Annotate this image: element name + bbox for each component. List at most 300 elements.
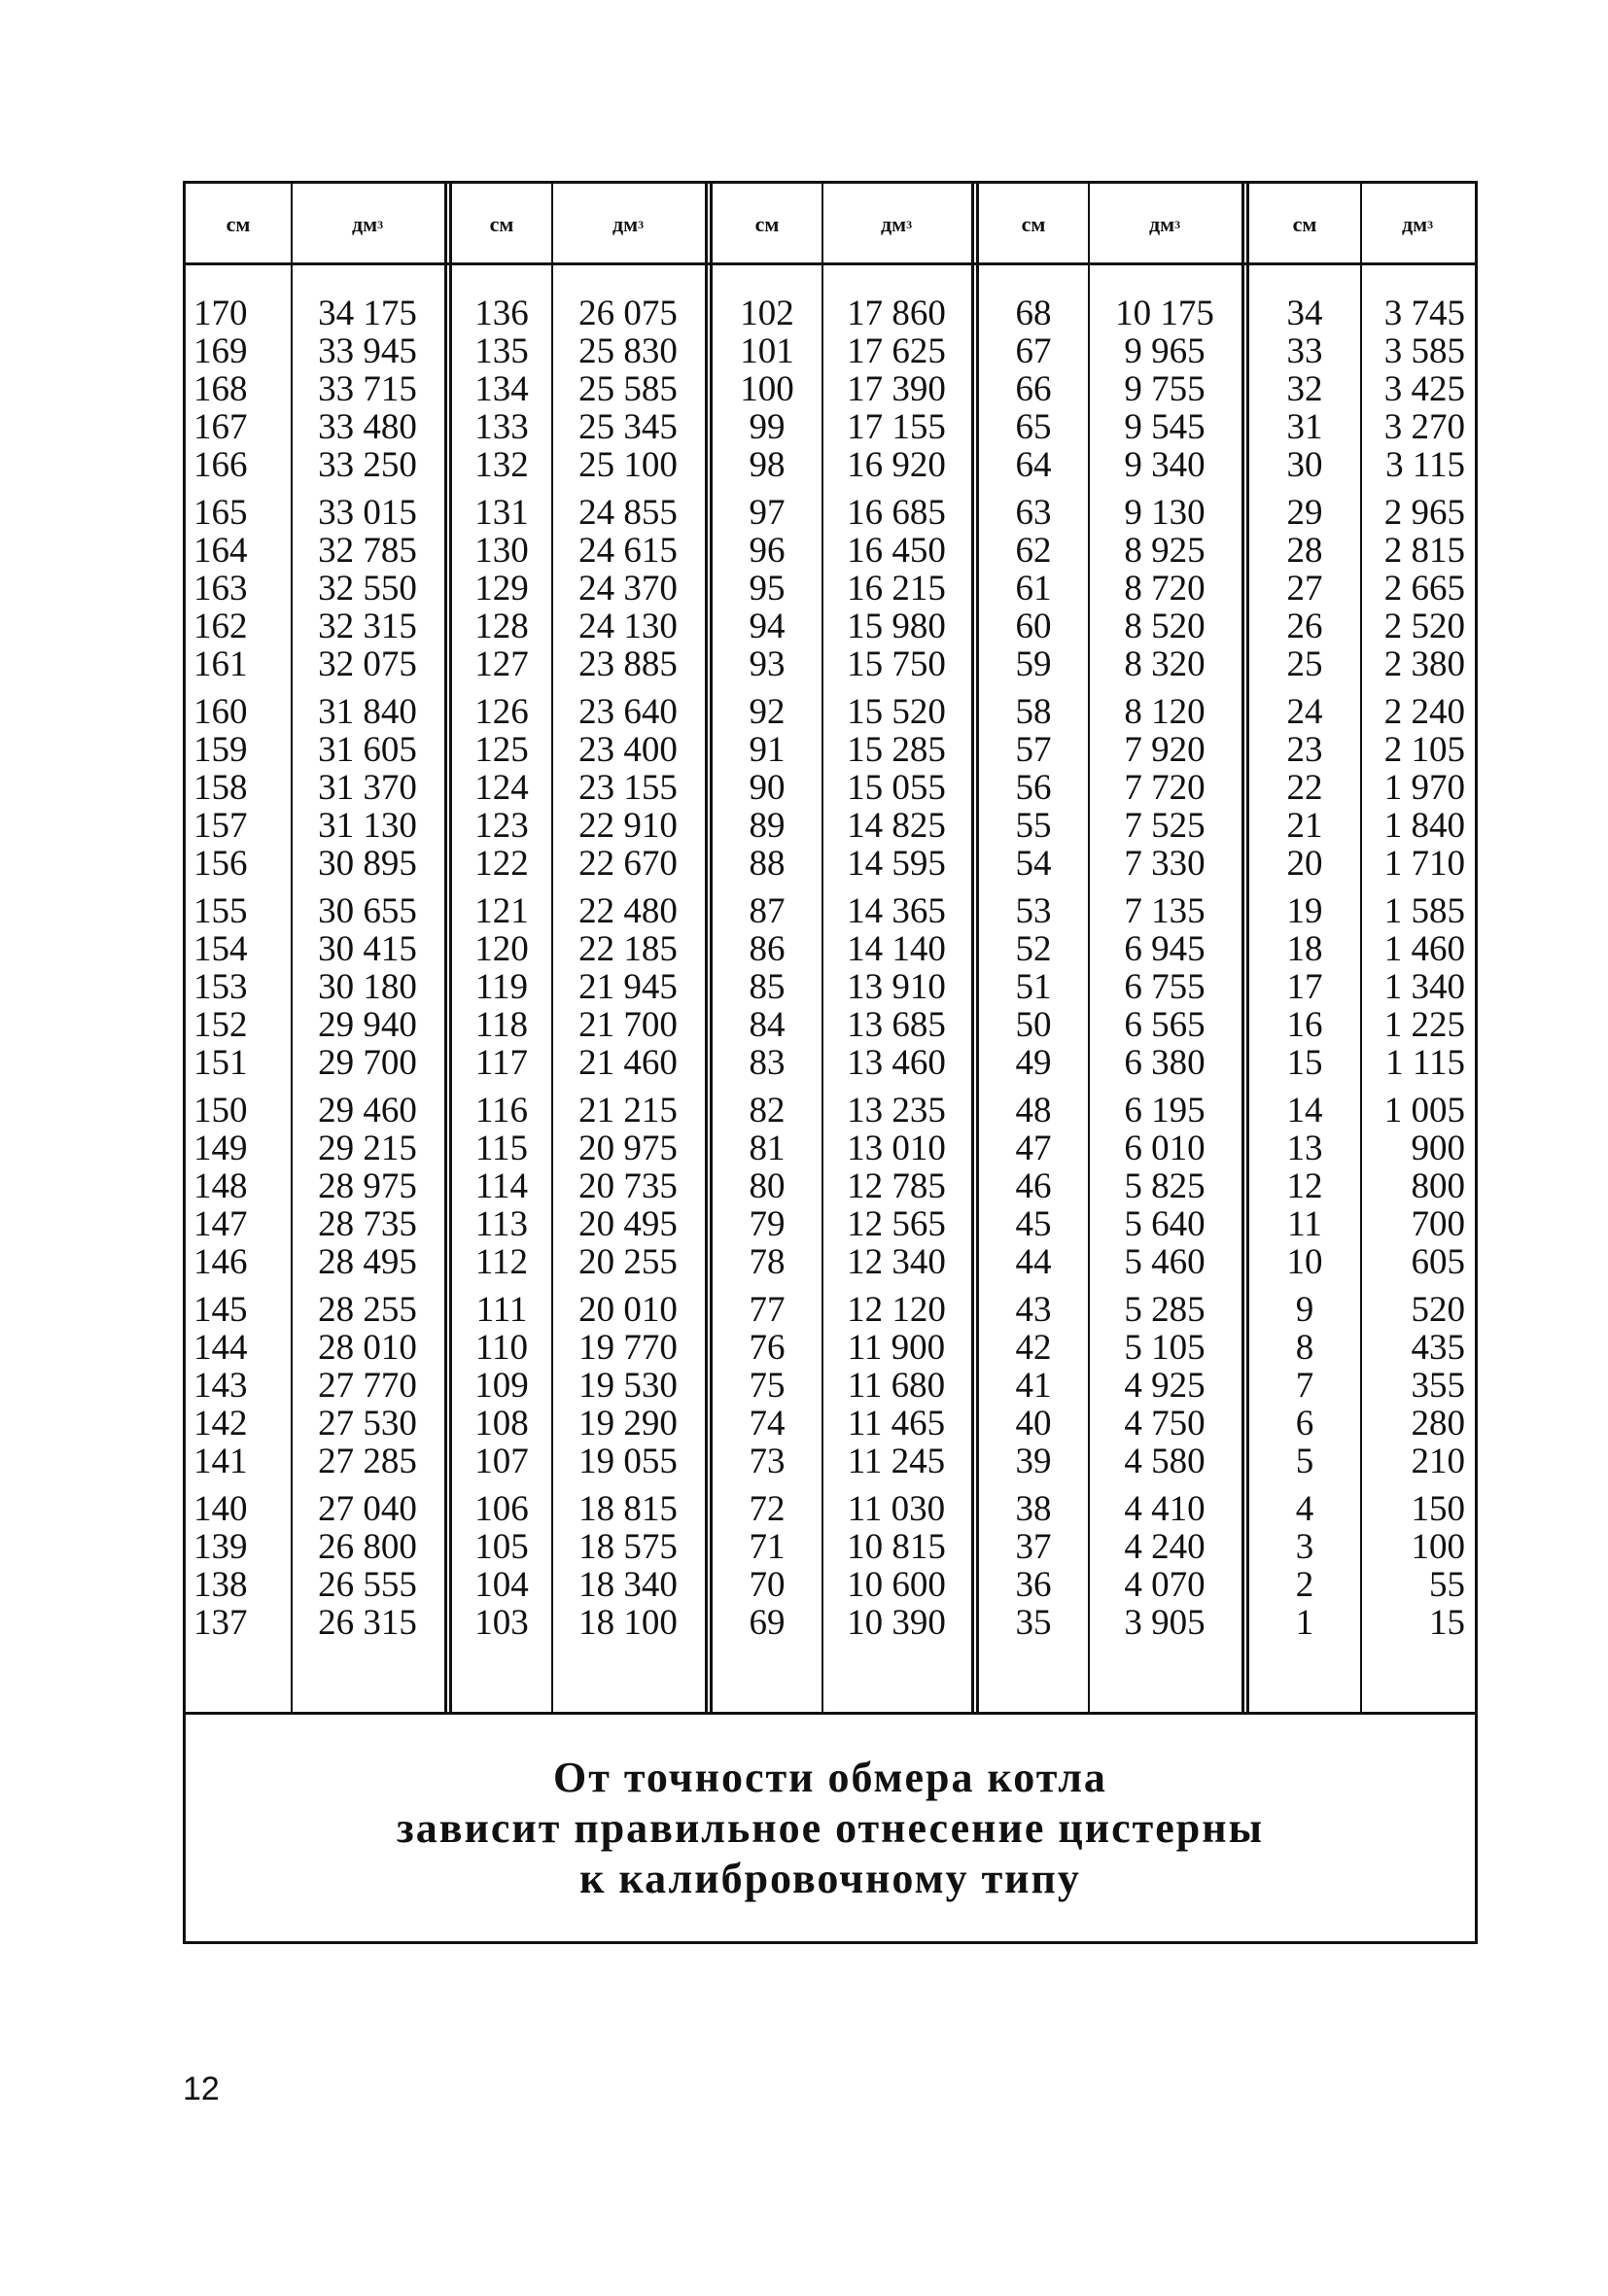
cm-value: 89 [749,806,786,846]
cm-value: 112 [474,1242,529,1282]
dm3-column-1 [291,295,444,1652]
header-dm3: дм 3 [1401,212,1434,236]
dm3-value: 17 625 [847,331,946,371]
header-cm: см [754,212,780,236]
header-cm: см [226,212,251,236]
dm3-value: 6 010 [1124,1129,1206,1168]
dm3-value: 14 595 [847,844,946,884]
dm3-value: 10 815 [847,1527,946,1567]
cm-value: 113 [474,1204,529,1244]
dm3-value: 3 270 [1383,407,1465,447]
cm-value: 137 [193,1603,248,1643]
cm-value: 87 [749,891,786,931]
dm3-value: 22 910 [578,806,678,846]
dm3-value: 2 240 [1383,692,1465,732]
dm3-value: 8 925 [1124,531,1206,571]
cm-value: 111 [475,1290,528,1330]
dm3-value: 435 [1411,1328,1465,1368]
page-number: 12 [183,2070,220,2107]
cm-value: 52 [1015,929,1052,969]
row-group [1088,892,1241,1082]
dm3-value: 13 685 [847,1005,946,1045]
dm3-value: 20 975 [578,1129,678,1168]
row-group [452,892,551,1082]
dm3-value: 7 330 [1124,844,1206,884]
cm-value: 45 [1015,1204,1052,1244]
row-group [291,494,444,683]
row-group [1249,693,1360,883]
dm3-value: 33 015 [318,493,417,533]
row-group [713,295,821,484]
dm3-value: 1 460 [1383,929,1465,969]
cm-value: 92 [749,692,786,732]
cm-value: 23 [1286,730,1323,770]
dm3-value: 27 530 [318,1404,417,1444]
dm3-value: 1 840 [1383,806,1465,846]
dm3-value: 16 685 [847,493,946,533]
cm-value: 63 [1015,493,1052,533]
row-group [821,693,971,883]
dm3-value: 100 [1411,1527,1465,1567]
cm-value: 11 [1287,1204,1322,1244]
dm3-value: 4 070 [1124,1565,1206,1605]
cm-value: 50 [1015,1005,1052,1045]
row-group [979,494,1088,683]
cm-value: 53 [1015,891,1052,931]
dm3-value: 15 750 [847,644,946,684]
dm3-value: 17 155 [847,407,946,447]
cm-value: 20 [1286,844,1323,884]
dm3-value: 11 030 [847,1489,946,1529]
header-dm3: дм 3 [1148,212,1181,236]
dm3-value: 31 130 [318,806,417,846]
cm-value: 164 [193,531,248,571]
cm-value: 109 [474,1366,529,1406]
cm-value: 126 [474,692,529,732]
cm-value: 47 [1015,1129,1052,1168]
row-group [713,1490,821,1642]
cm-value: 145 [193,1290,248,1330]
dm3-value: 7 525 [1124,806,1206,846]
header-dm3: дм 3 [351,212,384,236]
cm-value: 85 [749,967,786,1007]
dm3-value: 18 815 [578,1489,678,1529]
cm-value: 9 [1295,1290,1314,1330]
cm-value: 69 [749,1603,786,1643]
row-group [551,1490,705,1642]
cm-value: 151 [193,1043,248,1083]
cm-value: 140 [193,1489,248,1529]
cm-value: 141 [193,1442,248,1481]
dm3-value: 8 320 [1124,644,1206,684]
row-group [1249,1092,1360,1281]
dm3-value: 29 215 [318,1129,417,1168]
cm-value: 139 [193,1527,248,1567]
double-divider [971,184,979,1712]
cm-value: 98 [749,445,786,485]
cm-column-1 [186,295,291,1652]
header-cm: см [489,212,514,236]
header-dm3: дм 3 [612,212,645,236]
dm3-value: 1 340 [1383,967,1465,1007]
dm3-value: 21 460 [578,1043,678,1083]
dm3-value: 1 225 [1383,1005,1465,1045]
cm-value: 147 [193,1204,248,1244]
cm-value: 6 [1295,1404,1314,1444]
row-group [186,1092,291,1281]
cm-value: 150 [193,1091,248,1131]
cm-value: 120 [474,929,529,969]
row-group [821,1490,971,1642]
dm3-column-2 [551,295,705,1652]
dm3-column-3 [821,295,971,1652]
cm-value: 17 [1286,967,1323,1007]
cm-value: 155 [193,891,248,931]
cm-value: 152 [193,1005,248,1045]
cm-value: 22 [1286,768,1323,808]
dm3-value: 11 245 [847,1442,946,1481]
dm3-value: 27 285 [318,1442,417,1481]
row-group [713,494,821,683]
cm-value: 146 [193,1242,248,1282]
cm-value: 130 [474,531,529,571]
cm-value: 10 [1286,1242,1323,1282]
dm3-value: 2 520 [1383,607,1465,646]
cm-value: 163 [193,569,248,609]
cm-value: 115 [474,1129,529,1168]
row-group [1088,1092,1241,1281]
cm-value: 7 [1295,1366,1314,1406]
cm-value: 94 [749,607,786,646]
dm3-value: 5 640 [1124,1204,1206,1244]
row-group [291,1490,444,1642]
cm-value: 134 [474,369,529,409]
cm-value: 167 [193,407,248,447]
cm-value: 29 [1286,493,1323,533]
dm3-value: 28 010 [318,1328,417,1368]
cm-value: 21 [1286,806,1323,846]
cm-value: 3 [1295,1527,1314,1567]
row-group [821,1092,971,1281]
dm3-value: 3 905 [1124,1603,1206,1643]
cm-value: 62 [1015,531,1052,571]
dm3-value: 21 700 [578,1005,678,1045]
dm3-value: 31 370 [318,768,417,808]
dm3-value: 14 140 [847,929,946,969]
dm3-value: 6 195 [1124,1091,1206,1131]
cm-value: 165 [193,493,248,533]
dm3-value: 800 [1411,1166,1465,1206]
dm3-value: 28 495 [318,1242,417,1282]
cm-value: 72 [749,1489,786,1529]
cm-value: 77 [749,1290,786,1330]
cm-value: 51 [1015,967,1052,1007]
dm3-value: 27 770 [318,1366,417,1406]
cm-value: 60 [1015,607,1052,646]
cm-value: 153 [193,967,248,1007]
cm-value: 116 [474,1091,529,1131]
cm-value: 81 [749,1129,786,1168]
calibration-table [183,181,1478,1944]
cm-value: 91 [749,730,786,770]
dm3-value: 3 585 [1383,331,1465,371]
cm-value: 1 [1295,1603,1314,1643]
row-group [551,1092,705,1281]
cm-value: 4 [1295,1489,1314,1529]
dm3-value: 33 715 [318,369,417,409]
cm-value: 82 [749,1091,786,1131]
row-group [979,1291,1088,1480]
row-group [551,1291,705,1480]
dm3-value: 20 010 [578,1290,678,1330]
cm-value: 78 [749,1242,786,1282]
row-group [1360,693,1475,883]
dm3-value: 14 365 [847,891,946,931]
row-group [186,892,291,1082]
cm-value: 86 [749,929,786,969]
cm-column-4 [979,295,1088,1652]
row-group [551,295,705,484]
dm3-value: 29 460 [318,1091,417,1131]
cm-value: 127 [474,644,529,684]
dm3-value: 3 115 [1385,445,1465,485]
cm-value: 90 [749,768,786,808]
row-group [186,494,291,683]
double-divider [1241,184,1249,1712]
dm3-value: 10 600 [847,1565,946,1605]
row-group [186,693,291,883]
note-line-1: От точности обмера котла [553,1753,1107,1801]
note-line-3: к калибровочному типу [579,1854,1081,1902]
cm-value: 84 [749,1005,786,1045]
dm3-value: 8 120 [1124,692,1206,732]
row-group [1249,1291,1360,1480]
cm-value: 170 [193,294,248,333]
cm-value: 132 [474,445,529,485]
cm-value: 59 [1015,644,1052,684]
dm3-value: 15 055 [847,768,946,808]
dm3-value: 1 115 [1385,1043,1465,1083]
row-group [1360,295,1475,484]
dm3-value: 20 255 [578,1242,678,1282]
dm3-value: 18 340 [578,1565,678,1605]
dm3-value: 15 285 [847,730,946,770]
row-group [1249,1490,1360,1642]
cm-value: 131 [474,493,529,533]
cm-value: 67 [1015,331,1052,371]
row-group [1088,295,1241,484]
dm3-value: 2 815 [1383,531,1465,571]
dm3-value: 26 075 [578,294,678,333]
dm3-value: 4 925 [1124,1366,1206,1406]
dm3-value: 12 120 [847,1290,946,1330]
row-group [821,1291,971,1480]
dm3-value: 26 315 [318,1603,417,1643]
cm-value: 49 [1015,1043,1052,1083]
dm3-value: 3 425 [1383,369,1465,409]
cm-value: 64 [1015,445,1052,485]
cm-value: 36 [1015,1565,1052,1605]
dm3-value: 26 555 [318,1565,417,1605]
cm-value: 40 [1015,1404,1052,1444]
dm3-value: 2 105 [1383,730,1465,770]
dm3-column-4 [1088,295,1241,1652]
cm-value: 119 [474,967,529,1007]
dm3-value: 9 965 [1124,331,1206,371]
header-cm: см [1292,212,1317,236]
double-divider [444,184,452,1712]
dm3-value: 11 680 [847,1366,946,1406]
dm3-value: 17 390 [847,369,946,409]
cm-value: 35 [1015,1603,1052,1643]
cm-value: 166 [193,445,248,485]
cm-value: 14 [1286,1091,1323,1131]
dm3-value: 29 700 [318,1043,417,1083]
row-group [291,1092,444,1281]
cm-value: 33 [1286,331,1323,371]
dm3-value: 30 895 [318,844,417,884]
row-group [979,1092,1088,1281]
cm-value: 99 [749,407,786,447]
cm-column-2 [452,295,551,1652]
cm-value: 73 [749,1442,786,1481]
cm-value: 149 [193,1129,248,1168]
cm-value: 80 [749,1166,786,1206]
cm-value: 70 [749,1565,786,1605]
dm3-value: 4 750 [1124,1404,1206,1444]
dm3-value: 3 745 [1383,294,1465,333]
cm-value: 110 [474,1328,529,1368]
dm3-value: 19 055 [578,1442,678,1481]
cm-value: 105 [474,1527,529,1567]
dm3-value: 12 340 [847,1242,946,1282]
cm-value: 25 [1286,644,1323,684]
cm-value: 123 [474,806,529,846]
cm-value: 144 [193,1328,248,1368]
cm-value: 38 [1015,1489,1052,1529]
cm-value: 96 [749,531,786,571]
cm-column-3 [713,295,821,1652]
dm3-value: 7 135 [1124,891,1206,931]
row-group [452,1092,551,1281]
dm3-value: 605 [1411,1242,1465,1282]
cm-value: 104 [474,1565,529,1605]
dm3-value: 55 [1429,1565,1465,1605]
cm-value: 156 [193,844,248,884]
cm-value: 43 [1015,1290,1052,1330]
header-dm3: дм 3 [880,212,913,236]
cm-value: 56 [1015,768,1052,808]
dm3-value: 11 900 [847,1328,946,1368]
cm-value: 101 [740,331,794,371]
dm3-value: 13 010 [847,1129,946,1168]
cm-value: 129 [474,569,529,609]
dm3-value: 355 [1411,1366,1465,1406]
cm-value: 15 [1286,1043,1323,1083]
dm3-value: 25 830 [578,331,678,371]
row-group [551,892,705,1082]
row-group [291,1291,444,1480]
cm-value: 133 [474,407,529,447]
dm3-value: 4 240 [1124,1527,1206,1567]
dm3-value: 9 340 [1124,445,1206,485]
dm3-value: 31 605 [318,730,417,770]
dm3-value: 19 290 [578,1404,678,1444]
dm3-value: 30 180 [318,967,417,1007]
cm-value: 160 [193,692,248,732]
cm-value: 48 [1015,1091,1052,1131]
dm3-value: 18 575 [578,1527,678,1567]
cm-value: 26 [1286,607,1323,646]
dm3-value: 20 735 [578,1166,678,1206]
dm3-value: 26 800 [318,1527,417,1567]
cm-value: 128 [474,607,529,646]
cm-value: 135 [474,331,529,371]
cm-value: 93 [749,644,786,684]
row-group [452,693,551,883]
dm3-value: 6 380 [1124,1043,1206,1083]
dm3-value: 22 480 [578,891,678,931]
dm3-value: 5 825 [1124,1166,1206,1206]
header-cm: см [1021,212,1046,236]
row-group [979,693,1088,883]
row-group [713,892,821,1082]
dm3-value: 8 720 [1124,569,1206,609]
dm3-value: 28 975 [318,1166,417,1206]
dm3-value: 24 615 [578,531,678,571]
row-group [1249,295,1360,484]
dm3-value: 33 250 [318,445,417,485]
cm-value: 41 [1015,1366,1052,1406]
dm3-value: 10 390 [847,1603,946,1643]
dm3-value: 9 130 [1124,493,1206,533]
cm-value: 97 [749,493,786,533]
dm3-value: 21 215 [578,1091,678,1131]
cm-value: 114 [474,1166,529,1206]
dm3-value: 32 075 [318,644,417,684]
dm3-value: 21 945 [578,967,678,1007]
dm3-value: 34 175 [318,294,417,333]
cm-value: 31 [1286,407,1323,447]
cm-value: 102 [740,294,794,333]
row-group [979,892,1088,1082]
dm3-value: 2 965 [1383,493,1465,533]
dm3-value: 12 565 [847,1204,946,1244]
row-group [291,892,444,1082]
dm3-value: 27 040 [318,1489,417,1529]
cm-value: 154 [193,929,248,969]
double-divider [705,184,713,1712]
dm3-value: 19 770 [578,1328,678,1368]
dm3-value: 15 520 [847,692,946,732]
dm3-value: 2 380 [1383,644,1465,684]
dm3-value: 32 785 [318,531,417,571]
row-group [186,1291,291,1480]
row-group [713,693,821,883]
dm3-value: 24 370 [578,569,678,609]
dm3-value: 7 920 [1124,730,1206,770]
cm-value: 162 [193,607,248,646]
dm3-value: 10 175 [1115,294,1214,333]
cm-value: 107 [474,1442,529,1481]
dm3-value: 6 945 [1124,929,1206,969]
row-group [1088,1291,1241,1480]
dm3-column-5 [1360,295,1475,1652]
cm-value: 125 [474,730,529,770]
dm3-value: 22 185 [578,929,678,969]
dm3-value: 30 415 [318,929,417,969]
row-group [551,494,705,683]
